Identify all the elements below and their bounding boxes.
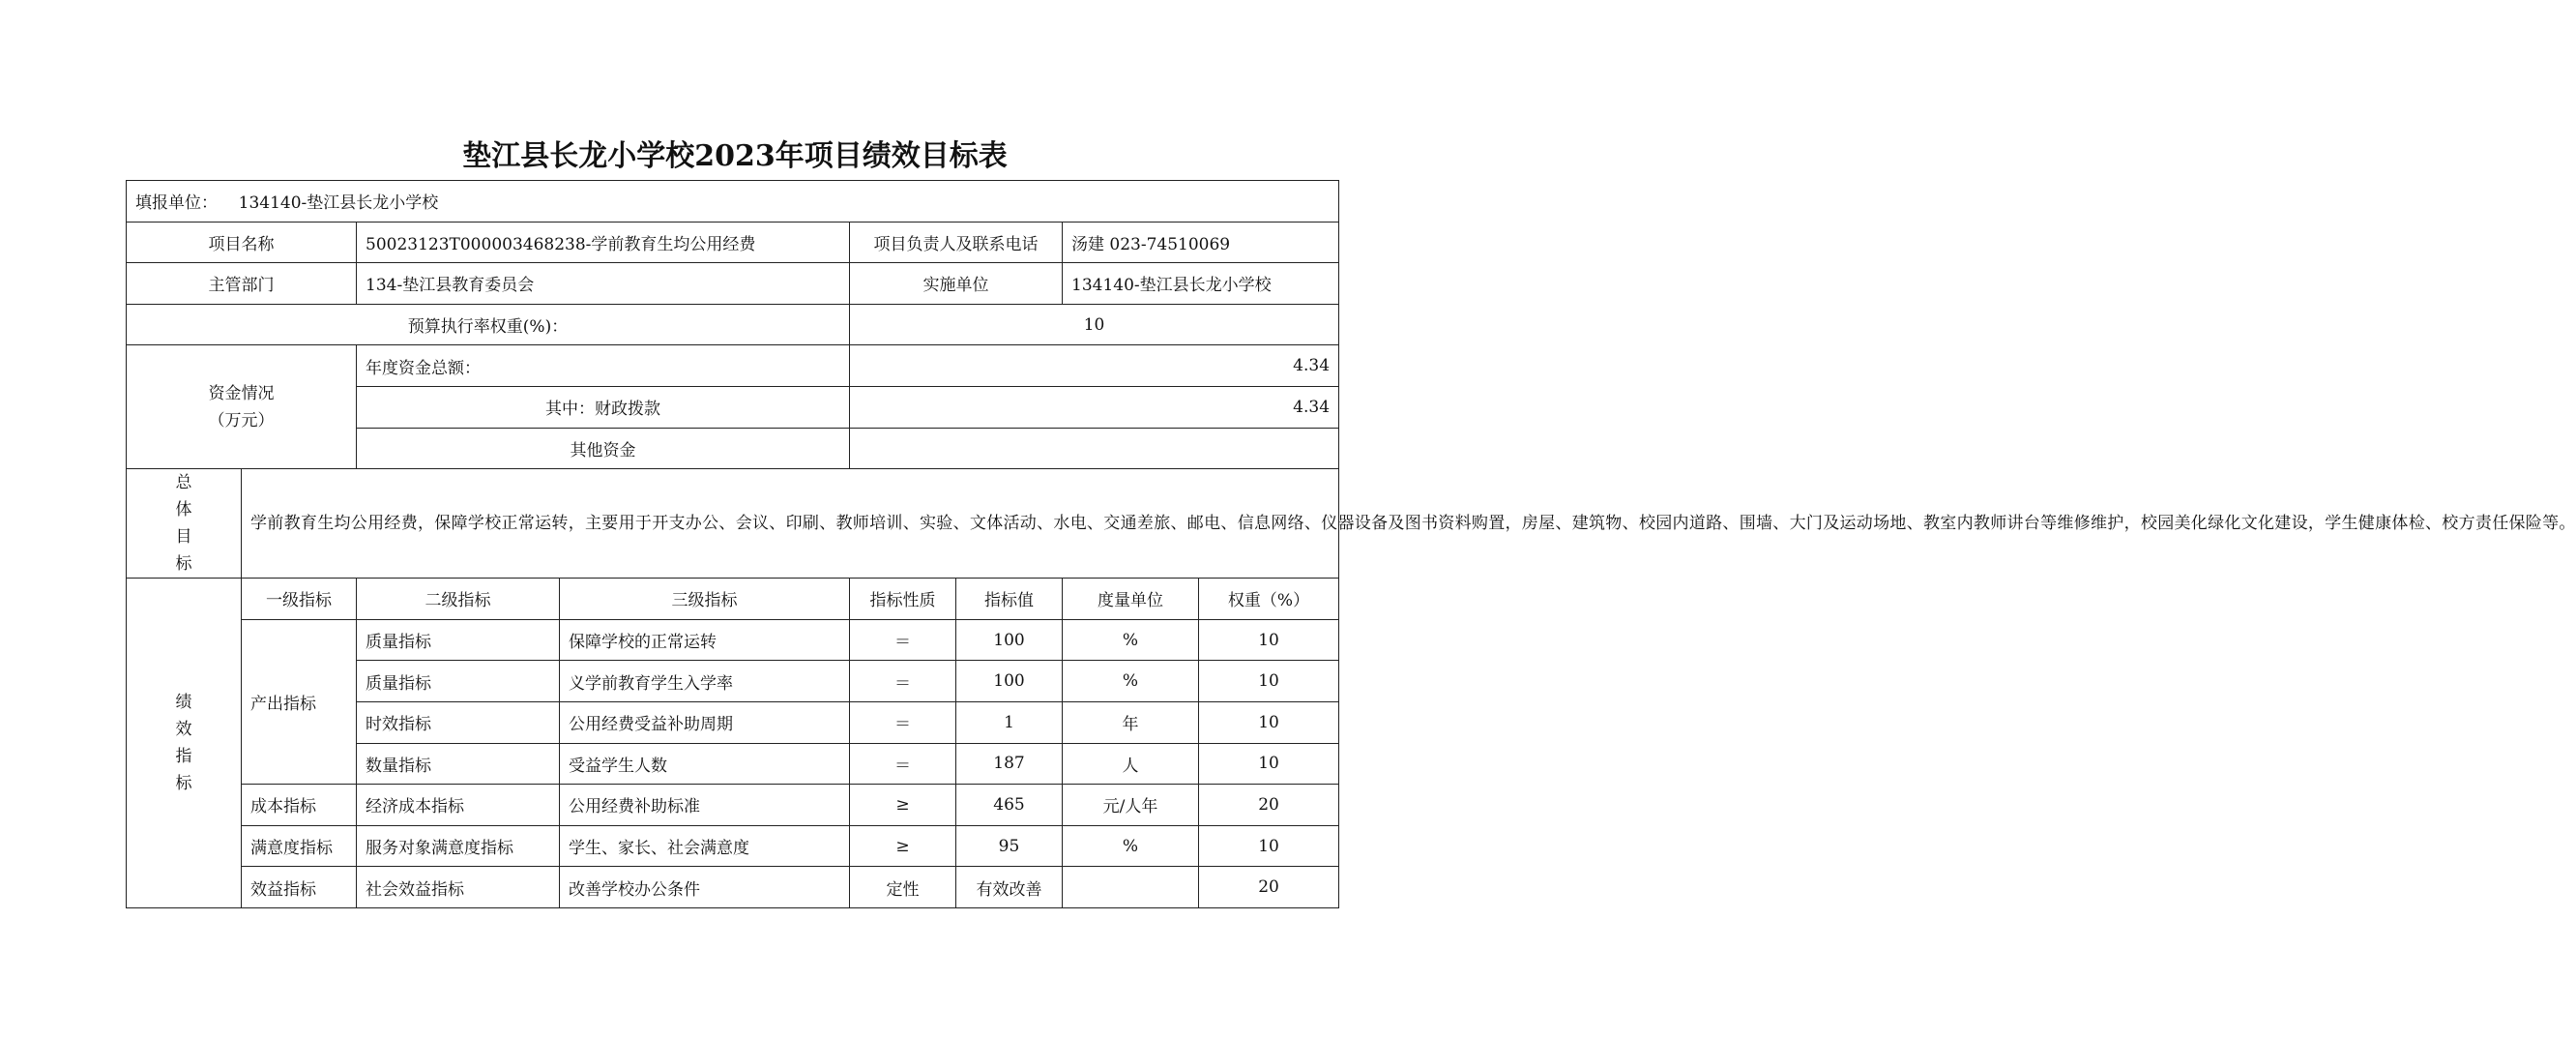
- output-group-label: 产出指标: [242, 619, 357, 784]
- level2-cell: 经济成本指标: [357, 785, 560, 826]
- weight-cell: 10: [1199, 701, 1339, 743]
- level3-cell: 受益学生人数: [560, 743, 850, 785]
- value-cell: 有效改善: [956, 867, 1063, 908]
- indicators-label: [127, 579, 242, 908]
- page-title: 垫江县长龙小学校2023年项目绩效目标表: [462, 139, 1008, 173]
- overall-goal-label-char: 总: [175, 473, 192, 493]
- nature-cell: ＝: [850, 743, 956, 785]
- header-nature: 指标性质: [850, 579, 956, 620]
- indicators-label-char: 效: [175, 720, 192, 740]
- unit-cell: 人: [1063, 743, 1199, 785]
- weight-cell: 20: [1199, 785, 1339, 826]
- weight-cell: 20: [1199, 867, 1339, 908]
- unit-cell: %: [1063, 825, 1199, 867]
- header-unit: 度量单位: [1063, 579, 1199, 620]
- level1-cell: 效益指标: [242, 867, 357, 908]
- funds-label-line2: （万元）: [208, 410, 275, 430]
- weight-cell: 10: [1199, 661, 1339, 702]
- unit-cell: 元/人年: [1063, 785, 1199, 826]
- indicators-label-char: 绩: [175, 693, 192, 713]
- funds-fiscal-label: 其中：财政拨款: [357, 386, 850, 428]
- performance-target-table: [126, 180, 2576, 908]
- level2-cell: 服务对象满意度指标: [357, 825, 560, 867]
- level2-cell: 时效指标: [357, 701, 560, 743]
- filing-unit-row: [127, 181, 1339, 223]
- level1-cell: 成本指标: [242, 785, 357, 826]
- funds-fiscal-value: 4.34: [850, 386, 1339, 428]
- indicators-label-char: 标: [175, 774, 192, 794]
- implementing-unit-value: 134140-垫江县长龙小学校: [1063, 263, 1339, 305]
- funds-other-value: [850, 428, 1339, 469]
- level3-cell: 改善学校办公条件: [560, 867, 850, 908]
- level3-cell: 保障学校的正常运转: [560, 619, 850, 661]
- filing-unit-value: 134140-垫江县长龙小学校: [238, 193, 439, 214]
- overall-goal-text: 学前教育生均公用经费，保障学校正常运转，主要用于开支办公、会议、印刷、教师培训、实验、文体活动、水电、交通差旅、邮电、信息网络、仪器设备及图书资料购置，房屋、建筑物、校园内道路、围墙、大门及运动场地、教室内教师讲台等维修维护，校园美化绿化文化建设，学生健康体检、校方责任保险等。: [242, 469, 1339, 579]
- project-owner-value: 汤建 023-74510069: [1063, 222, 1339, 263]
- department-label: 主管部门: [127, 263, 357, 305]
- overall-goal-label-char: 标: [175, 554, 192, 575]
- header-weight: 权重（%）: [1199, 579, 1339, 620]
- unit-cell: [1063, 867, 1199, 908]
- table-row: [127, 785, 1339, 826]
- funds-total-label: 年度资金总额：: [357, 345, 850, 387]
- table-row: [127, 825, 1339, 867]
- value-cell: 95: [956, 825, 1063, 867]
- unit-cell: %: [1063, 661, 1199, 702]
- department-row: [127, 263, 1339, 305]
- value-cell: 100: [956, 619, 1063, 661]
- nature-cell: ＝: [850, 661, 956, 702]
- level1-cell: 满意度指标: [242, 825, 357, 867]
- header-level2: 二级指标: [357, 579, 560, 620]
- project-name-label: 项目名称: [127, 222, 357, 263]
- nature-cell: ≥: [850, 825, 956, 867]
- header-value: 指标值: [956, 579, 1063, 620]
- unit-cell: %: [1063, 619, 1199, 661]
- level2-cell: 社会效益指标: [357, 867, 560, 908]
- weight-cell: 10: [1199, 743, 1339, 785]
- overall-goal-label-char: 目: [175, 527, 192, 548]
- level2-cell: 数量指标: [357, 743, 560, 785]
- table-row: [127, 619, 1339, 661]
- overall-goal-label-char: 体: [175, 500, 192, 520]
- value-cell: 187: [956, 743, 1063, 785]
- nature-cell: ≥: [850, 785, 956, 826]
- budget-weight-label: 预算执行率权重(%)：: [127, 304, 850, 345]
- nature-cell: ＝: [850, 619, 956, 661]
- table-row: [127, 867, 1339, 908]
- funds-other-label: 其他资金: [357, 428, 850, 469]
- budget-weight-row: [127, 304, 1339, 345]
- overall-goal-row: [127, 469, 1339, 579]
- value-cell: 100: [956, 661, 1063, 702]
- level2-cell: 质量指标: [357, 619, 560, 661]
- filing-unit-label: 填报单位：: [135, 193, 218, 214]
- level3-cell: 公用经费受益补助周期: [560, 701, 850, 743]
- indicators-label-char: 指: [175, 747, 192, 767]
- weight-cell: 10: [1199, 825, 1339, 867]
- nature-cell: 定性: [850, 867, 956, 908]
- header-level1: 一级指标: [242, 579, 357, 620]
- unit-cell: 年: [1063, 701, 1199, 743]
- level3-cell: 公用经费补助标准: [560, 785, 850, 826]
- header-level3: 三级指标: [560, 579, 850, 620]
- project-name-value: 50023123T000003468238-学前教育生均公用经费: [357, 222, 850, 263]
- level2-cell: 质量指标: [357, 661, 560, 702]
- implementing-unit-label: 实施单位: [850, 263, 1063, 305]
- project-name-row: [127, 222, 1339, 263]
- funds-label: [127, 345, 357, 469]
- filing-unit-cell: [127, 181, 1339, 223]
- level3-cell: 义学前教育学生入学率: [560, 661, 850, 702]
- overall-goal-label: [127, 469, 242, 579]
- project-owner-label: 项目负责人及联系电话: [850, 222, 1063, 263]
- funds-label-line1: 资金情况: [208, 383, 275, 403]
- nature-cell: ＝: [850, 701, 956, 743]
- value-cell: 465: [956, 785, 1063, 826]
- weight-cell: 10: [1199, 619, 1339, 661]
- budget-weight-value: 10: [850, 304, 1339, 345]
- level3-cell: 学生、家长、社会满意度: [560, 825, 850, 867]
- department-value: 134-垫江县教育委员会: [357, 263, 850, 305]
- indicator-header-row: [127, 579, 1339, 620]
- value-cell: 1: [956, 701, 1063, 743]
- funds-total-row: [127, 345, 1339, 387]
- funds-total-value: 4.34: [850, 345, 1339, 387]
